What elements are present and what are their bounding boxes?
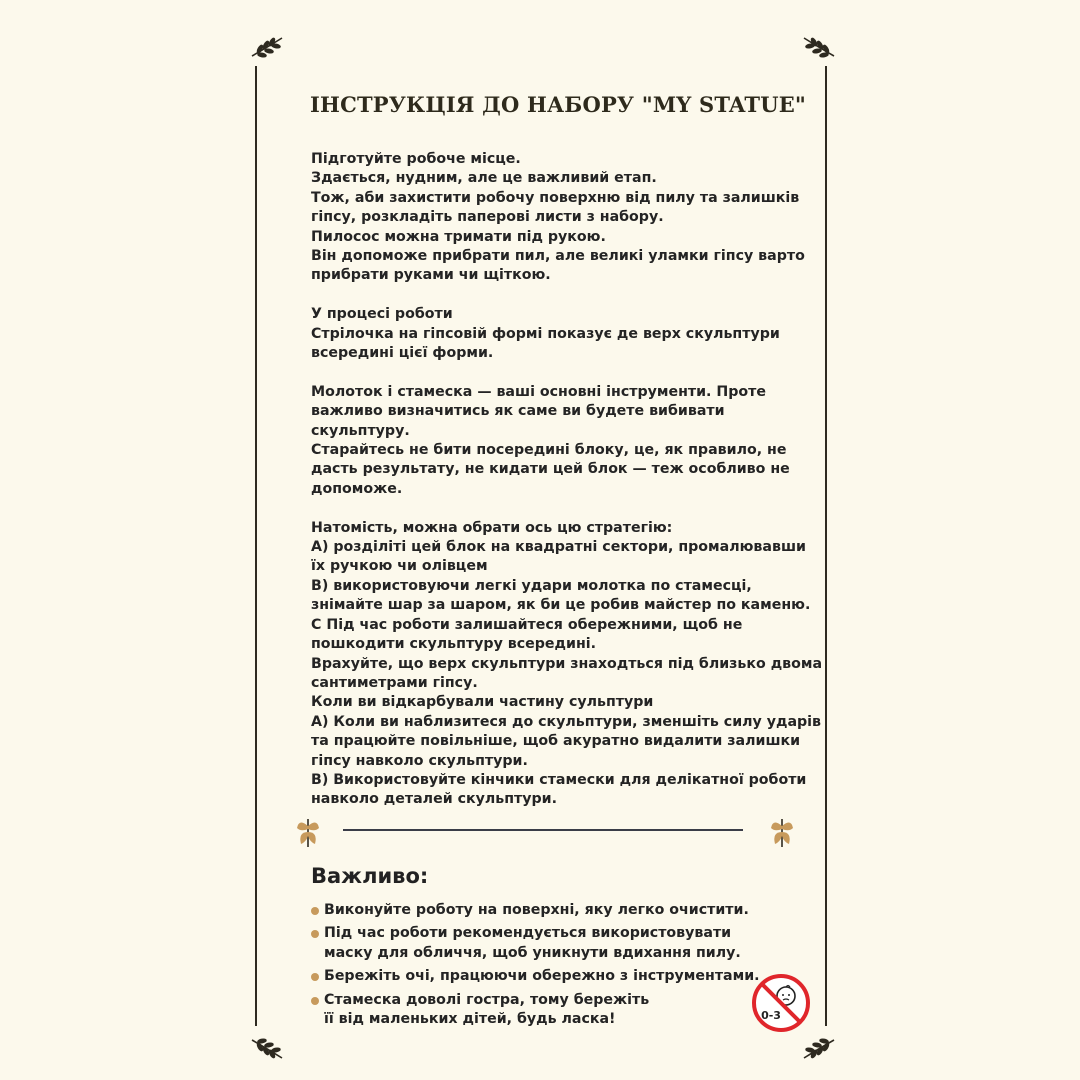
list-item [311, 901, 751, 920]
text-line: прибрати руками чи щіткою. [311, 267, 551, 284]
frame-line-right [825, 66, 827, 1026]
text-line: маску для обличчя, щоб уникнути вдихання пилу. [324, 944, 741, 961]
text-line: В) Використовуйте кінчики стамески для делікатної роботи [311, 771, 807, 788]
list-item [311, 991, 751, 1030]
text-line: С Під час роботи залишайтеся обережними, щоб не [311, 616, 743, 633]
text-line: їх ручкою чи олівцем [311, 558, 488, 575]
text-line: Пилосос можна тримати під рукою. [311, 228, 606, 245]
paragraph-tools [311, 383, 791, 499]
text-line: Старайтесь не бити посередині блоку, це, як правило, не [311, 442, 787, 459]
paragraph-in-process [311, 305, 791, 363]
list-item [311, 924, 751, 963]
text-line: пошкодити скульптуру всередині. [311, 636, 597, 653]
text-line: всередині цієї форми. [311, 345, 494, 362]
important-list [311, 901, 760, 1033]
laurel-sprig-icon [248, 32, 286, 62]
text-line: Тож, аби захистити робочу поверхню від пилу та залишків [311, 189, 800, 206]
paragraph-strategy [311, 519, 823, 810]
age-badge-label: 0-3 [761, 1009, 781, 1022]
no-children-0-3-icon [750, 972, 812, 1034]
moth-ornament-icon [767, 816, 797, 850]
text-line: гіпсу навколо скульптури. [311, 752, 528, 769]
laurel-sprig-icon [248, 1034, 286, 1064]
text-line: Бережіть очі, працюючи обережно з інструментами. [324, 968, 760, 985]
list-item [311, 967, 760, 986]
text-line: Натомість, можна обрати ось цю стратегію: [311, 519, 673, 536]
section-divider [343, 829, 743, 831]
text-line: допоможе. [311, 480, 403, 497]
text-line: гіпсу, розкладіть паперові листи з набору. [311, 209, 664, 226]
text-line: її від маленьких дітей, будь ласка! [324, 1011, 616, 1028]
text-line: А) Коли ви наблизитеся до скульптури, зменшіть силу ударів [311, 713, 822, 730]
text-line: Молоток і стамеска — ваші основні інструменти. Проте [311, 383, 766, 400]
text-line: Виконуйте роботу на поверхні, яку легко очистити. [324, 902, 749, 918]
page-title: ІНСТРУКЦІЯ ДО НАБОРУ "MY STATUE" [310, 92, 807, 117]
text-line: Коли ви відкарбували частину сульптури [311, 694, 654, 711]
text-line: Стрілочка на гіпсовій формі показує де верх скульптури [311, 325, 780, 342]
text-line: Здається, нудним, але це важливий етап. [311, 170, 657, 187]
text-line: сантиметрами гіпсу. [311, 674, 478, 691]
text-line: Він допоможе прибрати пил, але великі уламки гіпсу варто [311, 248, 805, 265]
text-line: У процесі роботи [311, 306, 453, 323]
important-heading: Важливо: [311, 864, 429, 888]
laurel-sprig-icon [800, 32, 838, 62]
text-line: Стамеска доволі гостра, тому бережіть [324, 991, 650, 1008]
text-line: В) використовуючи легкі удари молотка по стамесці, [311, 577, 752, 594]
text-line: навколо деталей скульптури. [311, 791, 557, 808]
text-line: важливо визначитись як саме ви будете вибивати [311, 403, 725, 420]
text-line: скульптуру. [311, 422, 410, 439]
frame-line-left [255, 66, 257, 1026]
text-line: Підготуйте робоче місце. [311, 151, 521, 167]
text-line: знімайте шар за шаром, як би це робив майстер по каменю. [311, 597, 811, 614]
instruction-body [311, 150, 823, 829]
text-line: Під час роботи рекомендується використовувати [324, 925, 732, 942]
text-line: А) розділіті цей блок на квадратні сектори, промалювавши [311, 539, 806, 556]
paragraph-preparation [311, 150, 805, 286]
text-line: дасть результату, не кидати цей блок — теж особливо не [311, 461, 790, 478]
text-line: Врахуйте, що верх скульптури знаходться під близько двома [311, 655, 823, 672]
moth-ornament-icon [293, 816, 323, 850]
text-line: та працюйте повільніше, щоб акуратно видалити залишки [311, 733, 801, 750]
laurel-sprig-icon [800, 1034, 838, 1064]
